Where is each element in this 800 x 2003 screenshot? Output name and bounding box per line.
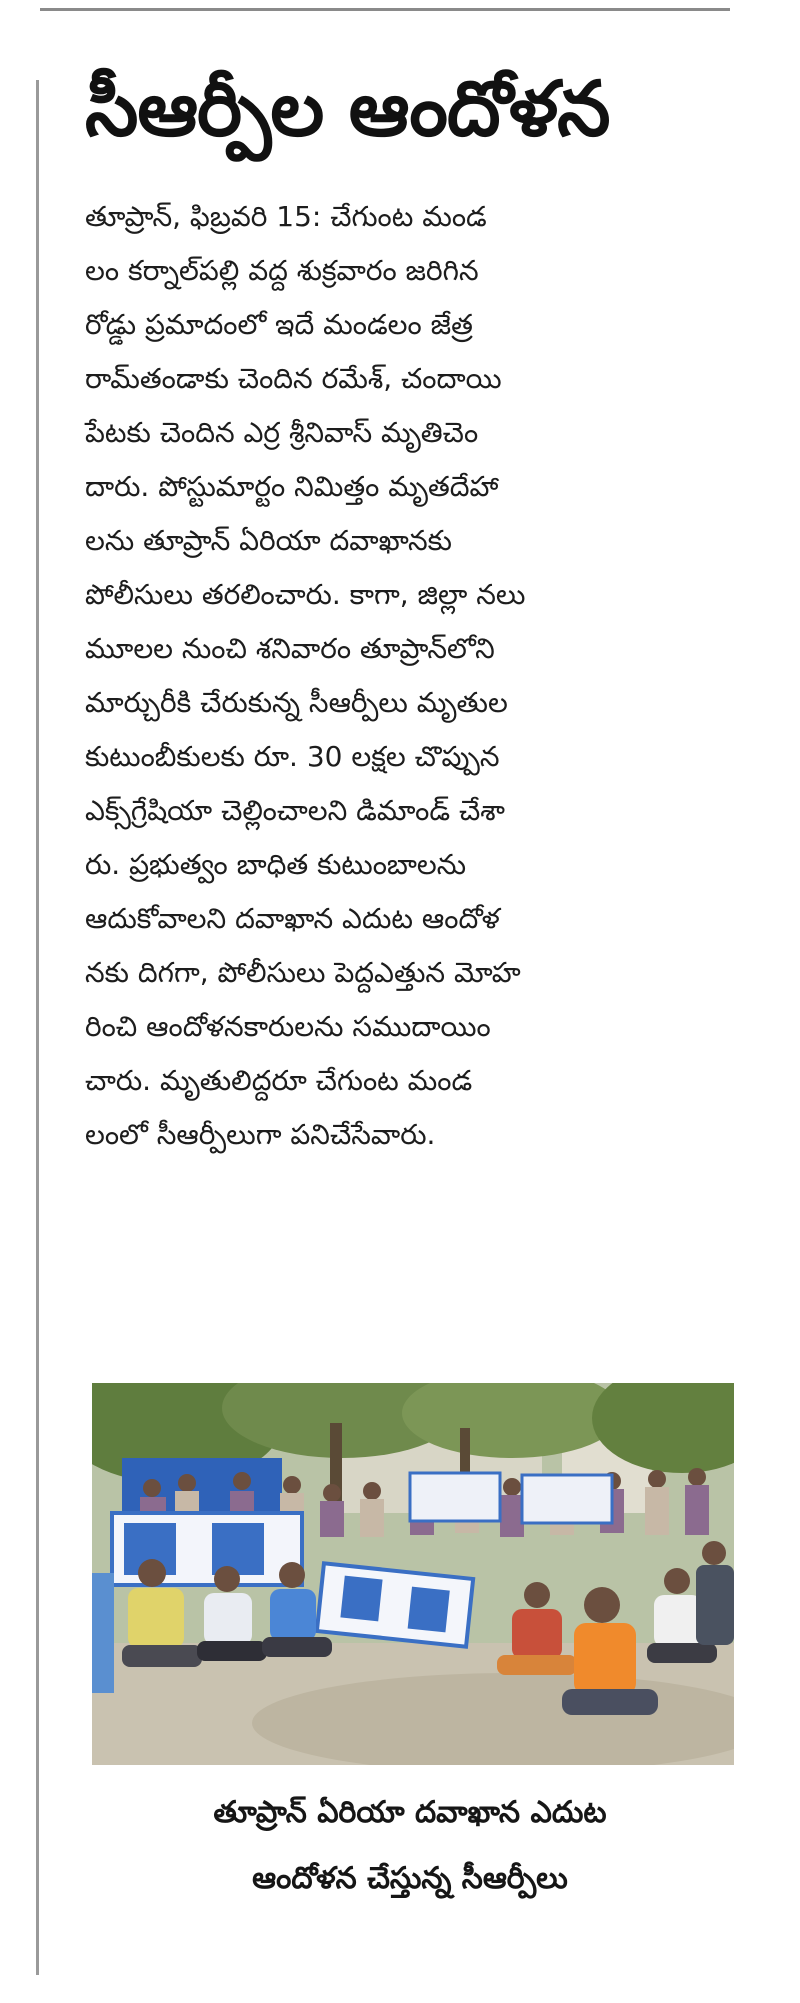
body-line: రు. ప్రభుత్వం బాధిత కుటుంబాలను xyxy=(85,848,467,881)
body-line: నకు దిగగా, పోలీసులు పెద్దఎత్తున మోహ xyxy=(85,956,521,989)
body-line: రోడ్డు ప్రమాదంలో ఇదే మండలం జేత్ర xyxy=(85,308,473,341)
body-line: తూప్రాన్, ఫిబ్రవరి 15: చేగుంట మండ xyxy=(85,200,487,233)
caption-line: తూప్రాన్ ఏరియా దవాఖాన ఎదుట xyxy=(213,1795,607,1830)
protest-photo-illustration xyxy=(92,1383,734,1765)
caption-line: ఆందోళన చేస్తున్న సీఆర్పీలు xyxy=(252,1861,568,1896)
body-line: మార్చురీకి చేరుకున్న సీఆర్పీలు మృతుల xyxy=(85,686,508,719)
body-line: దారు. పోస్టుమార్టం నిమిత్తం మృతదేహా xyxy=(85,470,499,503)
column-divider xyxy=(36,80,39,1975)
article-body xyxy=(85,190,735,1162)
body-line: ఎక్స్‌గ్రేషియా చెల్లించాలని డిమాండ్ చేశా xyxy=(85,794,505,827)
protest-photo xyxy=(92,1383,734,1765)
top-divider xyxy=(40,8,730,11)
body-line: లంలో సీఆర్పీలుగా పనిచేసేవారు. xyxy=(85,1118,436,1151)
body-line: పేటకు చెందిన ఎర్ర శ్రీనివాస్ మృతిచెం xyxy=(85,416,479,449)
body-line: కుటుంబీకులకు రూ. 30 లక్షల చొప్పున xyxy=(85,740,500,773)
body-line: రామ్‌తండాకు చెందిన రమేశ్, చందాయి xyxy=(85,362,502,395)
body-line: మూలల నుంచి శనివారం తూప్రాన్‌లోని xyxy=(85,632,495,665)
body-line: పోలీసులు తరలించారు. కాగా, జిల్లా నలు xyxy=(85,578,526,611)
body-line: లను తూప్రాన్ ఏరియా దవాఖానకు xyxy=(85,524,452,557)
news-article xyxy=(85,50,735,1162)
body-line: ఆదుకోవాలని దవాఖాన ఎదుట ఆందోళ xyxy=(85,902,500,935)
body-line: రించి ఆందోళనకారులను సముదాయిం xyxy=(85,1010,491,1043)
article-headline: సీఆర్పీల ఆందోళన xyxy=(85,64,610,153)
photo-caption xyxy=(85,1780,735,1912)
body-line: చారు. మృతులిద్దరూ చేగుంట మండ xyxy=(85,1064,473,1097)
body-line: లం కర్నాల్‌పల్లి వద్ద శుక్రవారం జరిగిన xyxy=(85,254,479,287)
